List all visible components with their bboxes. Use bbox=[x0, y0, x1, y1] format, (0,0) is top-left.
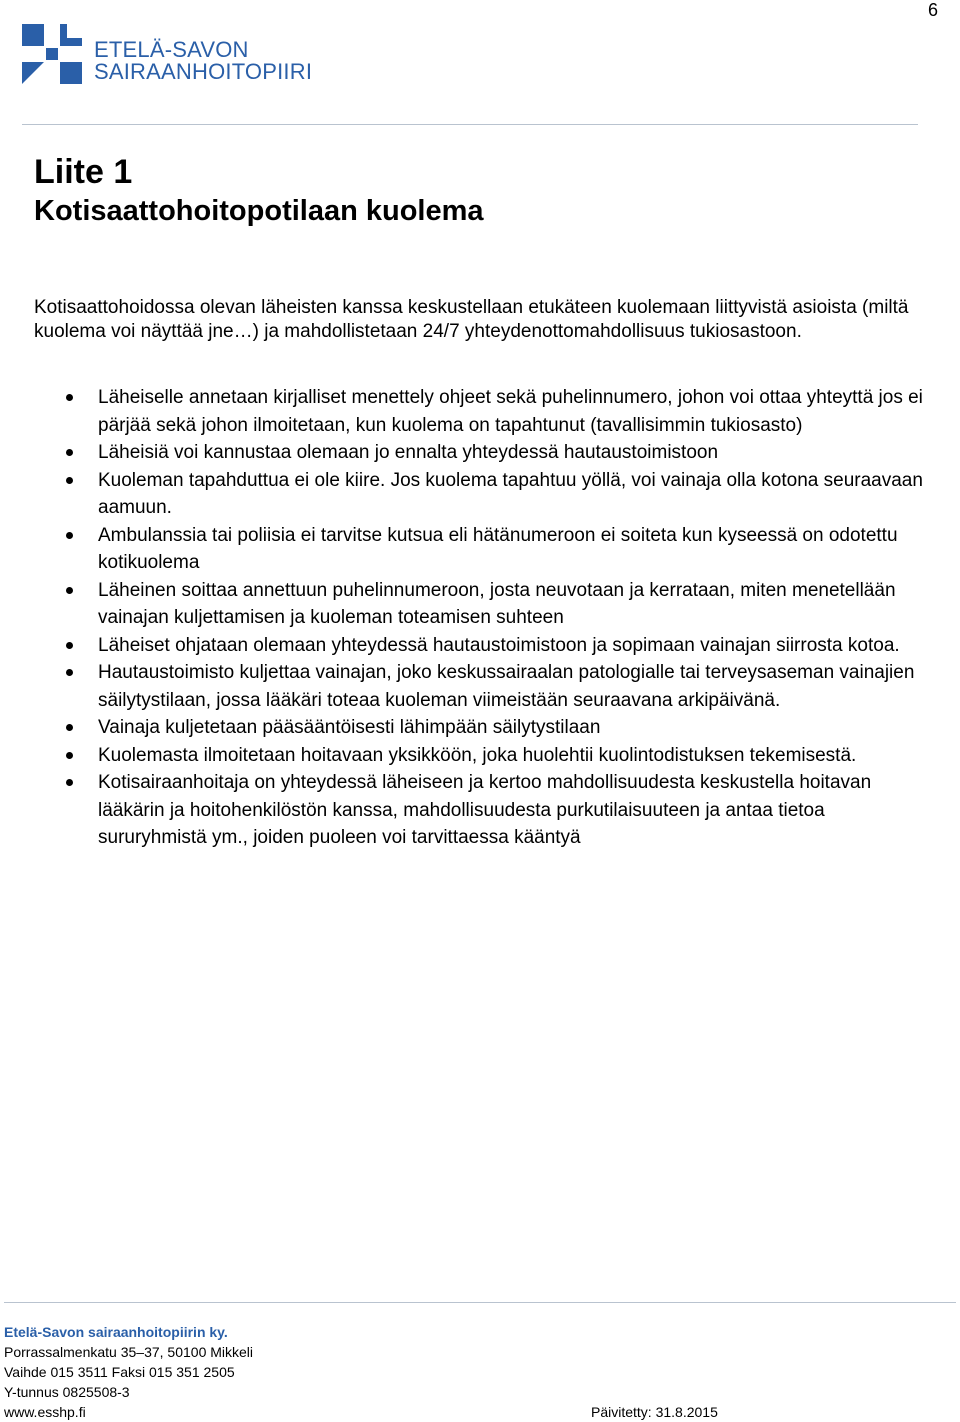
list-item: Kuoleman tapahduttua ei ole kiire. Jos kuolema tapahtuu yöllä, voi vainaja olla kotona seuraavaan aamuun. bbox=[0, 467, 960, 522]
title-line-2: Kotisaattohoitopotilaan kuolema bbox=[34, 195, 484, 227]
organization-logo bbox=[22, 24, 322, 86]
cross-logo-icon bbox=[22, 24, 82, 84]
footer-website-link[interactable]: www.esshp.fi bbox=[4, 1404, 86, 1420]
list-item: Hautaustoimisto kuljettaa vainajan, joko keskussairaalan patologialle tai terveysaseman vainajien säilytystilaan, jossa lääkäri toteaa kuoleman viimeistään seuraavana arkipäivänä. bbox=[0, 659, 960, 714]
page-title bbox=[34, 152, 484, 230]
footer-phone: Vaihde 015 3511 Faksi 015 351 2505 bbox=[4, 1364, 235, 1380]
logo-line-2: SAIRAANHOITOPIIRI bbox=[94, 59, 313, 84]
footer bbox=[4, 1322, 944, 1422]
instruction-list bbox=[0, 384, 960, 852]
list-item: Vainaja kuljetetaan pääsääntöisesti lähimpään säilytystilaan bbox=[0, 714, 960, 742]
header-divider bbox=[22, 124, 918, 125]
title-line-1: Liite 1 bbox=[34, 153, 133, 191]
intro-paragraph: Kotisaattohoidossa olevan läheisten kanssa keskustellaan etukäteen kuolemaan liittyvistä asioista (miltä kuolema voi näyttää jne…) ja mahdollistetaan 24/7 yhteydenottomahdollisuus tukiosastoon. bbox=[34, 297, 909, 342]
logo-line-1: ETELÄ-SAVON bbox=[94, 37, 249, 62]
page-number: 6 bbox=[927, 0, 938, 20]
footer-divider bbox=[4, 1302, 956, 1303]
list-item: Läheinen soittaa annettuun puhelinnumeroon, josta neuvotaan ja kerrataan, miten menetellään vainajan kuljettamisen ja kuoleman toteamisen suhteen bbox=[0, 577, 960, 632]
footer-organization: Etelä-Savon sairaanhoitopiirin ky. bbox=[4, 1324, 228, 1340]
logo-wordmark bbox=[94, 39, 312, 83]
footer-address: Porrassalmenkatu 35–37, 50100 Mikkeli bbox=[4, 1344, 254, 1360]
list-item: Läheiset ohjataan olemaan yhteydessä hautaustoimistoon ja sopimaan vainajan siirrosta kotoa. bbox=[0, 632, 960, 660]
list-item: Ambulanssia tai poliisia ei tarvitse kutsua eli hätänumeroon ei soiteta kun kyseessä on odotettu kotikuolema bbox=[0, 522, 960, 577]
footer-business-id: Y-tunnus 0825508-3 bbox=[4, 1384, 130, 1400]
list-item: Kotisairaanhoitaja on yhteydessä läheiseen ja kertoo mahdollisuudesta keskustella hoitavan lääkärin ja hoitohenkilöstön kanssa, mahdollisuudesta purkutilaisuuteen ja antaa tietoa sururyhmistä ym., joiden puoleen voi tarvittaessa kääntyä bbox=[0, 769, 960, 852]
footer-updated-date: Päivitetty: 31.8.2015 bbox=[591, 1404, 718, 1420]
list-item: Läheisiä voi kannustaa olemaan jo ennalta yhteydessä hautaustoimistoon bbox=[0, 439, 960, 467]
list-item: Läheiselle annetaan kirjalliset menettely ohjeet sekä puhelinnumero, johon voi ottaa yhteyttä jos ei pärjää sekä johon ilmoitetaan, kun kuolema on tapahtunut (tavallisimmin tukiosasto) bbox=[0, 384, 960, 439]
list-item: Kuolemasta ilmoitetaan hoitavaan yksikköön, joka huolehtii kuolintodistuksen tekemisestä. bbox=[0, 742, 960, 770]
